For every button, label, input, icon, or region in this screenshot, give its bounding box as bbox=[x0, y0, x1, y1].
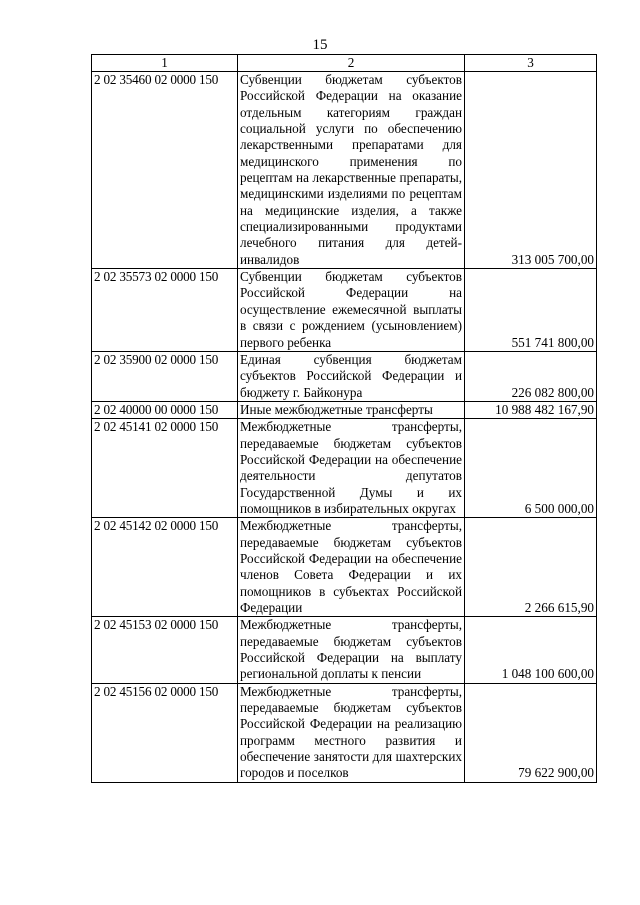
column-header-amount: 3 bbox=[465, 55, 597, 72]
budget-description: Межбюджетные трансферты, передаваемые бюджетам субъектов Российской Федерации на выплату региональной доплаты к пенсии bbox=[238, 617, 465, 683]
table-row bbox=[92, 269, 597, 352]
table-row bbox=[92, 419, 597, 518]
budget-amount: 551 741 800,00 bbox=[465, 269, 597, 352]
table-header-row bbox=[92, 55, 597, 72]
budget-code: 2 02 45156 02 0000 150 bbox=[92, 683, 238, 782]
budget-code: 2 02 35573 02 0000 150 bbox=[92, 269, 238, 352]
budget-amount: 313 005 700,00 bbox=[465, 72, 597, 269]
budget-amount: 226 082 800,00 bbox=[465, 351, 597, 401]
budget-amount: 1 048 100 600,00 bbox=[465, 617, 597, 683]
budget-code: 2 02 45153 02 0000 150 bbox=[92, 617, 238, 683]
budget-amount: 79 622 900,00 bbox=[465, 683, 597, 782]
table-row bbox=[92, 518, 597, 617]
budget-description: Межбюджетные трансферты, передаваемые бюджетам субъектов Российской Федерации на обеспечение деятельности депутатов Государственной Думы и их помощников в избирательных округах bbox=[238, 419, 465, 518]
budget-code: 2 02 45141 02 0000 150 bbox=[92, 419, 238, 518]
budget-description: Межбюджетные трансферты, передаваемые бюджетам субъектов Российской Федерации на реализацию программ местного развития и обеспечение занятости для шахтерских городов и поселков bbox=[238, 683, 465, 782]
column-header-description: 2 bbox=[238, 55, 465, 72]
page-number: 15 bbox=[312, 37, 328, 53]
budget-description: Субвенции бюджетам субъектов Российской Федерации на осуществление ежемесячной выплаты в связи с рождением (усыновлением) первого ребенка bbox=[238, 269, 465, 352]
budget-description: Межбюджетные трансферты, передаваемые бюджетам субъектов Российской Федерации на обеспечение членов Совета Федерации и их помощников в субъектах Российской Федерации bbox=[238, 518, 465, 617]
budget-table bbox=[91, 54, 597, 783]
table-row bbox=[92, 351, 597, 401]
table-row bbox=[92, 617, 597, 683]
budget-code: 2 02 35900 02 0000 150 bbox=[92, 351, 238, 401]
table-row bbox=[92, 683, 597, 782]
table-row bbox=[92, 401, 597, 418]
budget-code: 2 02 40000 00 0000 150 bbox=[92, 401, 238, 418]
budget-description: Субвенции бюджетам субъектов Российской Федерации на оказание отдельным категориям граждан социальной услуги по обеспечению лекарственными препаратами для медицинского применения по рецептам на лекарственные препараты, медицинскими изделиями по рецептам на медицинские изделия, а также специализированными продуктами лечебного питания для детей-инвалидов bbox=[238, 72, 465, 269]
table-row bbox=[92, 72, 597, 269]
budget-amount: 10 988 482 167,90 bbox=[465, 401, 597, 418]
column-header-code: 1 bbox=[92, 55, 238, 72]
budget-description: Иные межбюджетные трансферты bbox=[238, 401, 465, 418]
budget-amount: 6 500 000,00 bbox=[465, 419, 597, 518]
budget-description: Единая субвенция бюджетам субъектов Российской Федерации и бюджету г. Байконура bbox=[238, 351, 465, 401]
budget-code: 2 02 45142 02 0000 150 bbox=[92, 518, 238, 617]
budget-code: 2 02 35460 02 0000 150 bbox=[92, 72, 238, 269]
budget-amount: 2 266 615,90 bbox=[465, 518, 597, 617]
